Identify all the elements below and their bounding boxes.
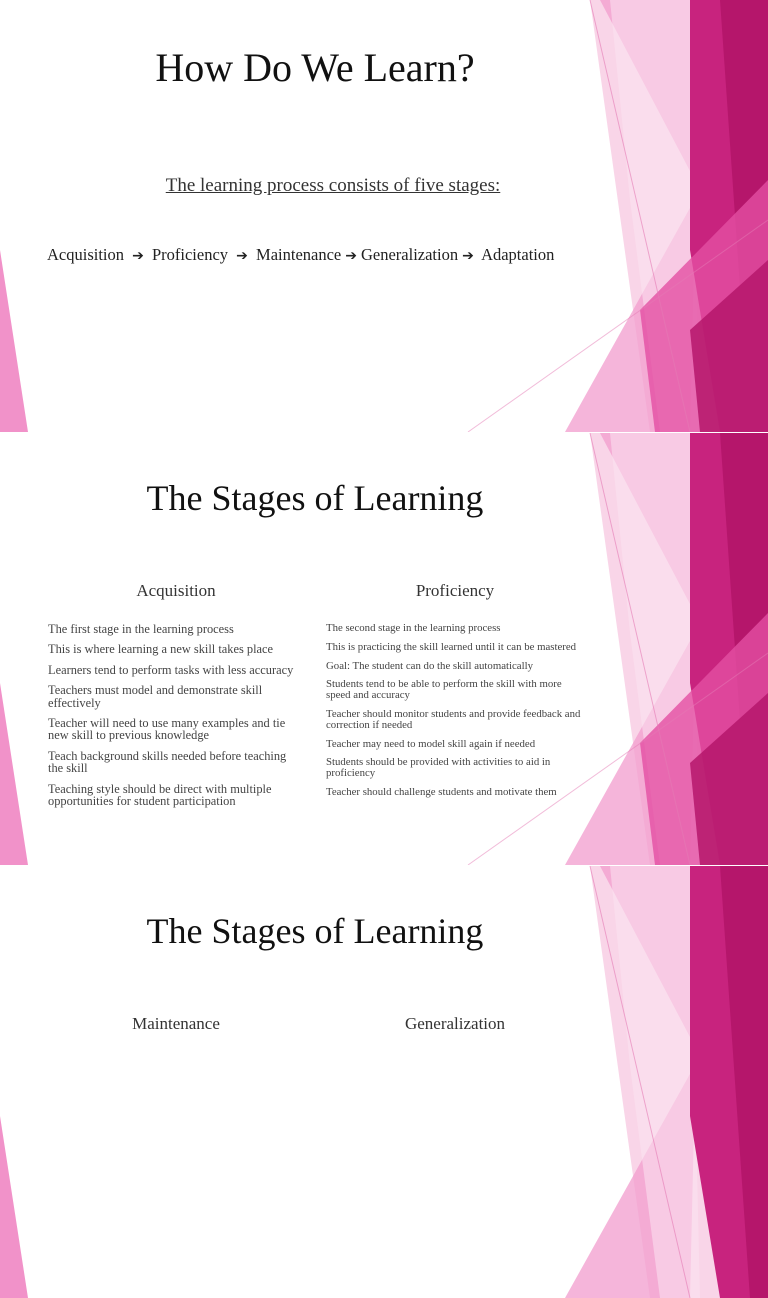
slide-title: The Stages of Learning — [146, 911, 484, 951]
list-item: Teaching style should be direct with multiple opportunities for student participation — [48, 781, 272, 809]
list-item: Students tend to be able to perform the skill with more speed and accuracy — [326, 678, 562, 702]
right-arrow-icon: ➔ — [345, 248, 357, 264]
list-item: The first stage in the learning process — [48, 622, 234, 636]
stage-generalization: Generalization — [360, 245, 459, 264]
stage-acquisition: Acquisition — [47, 245, 124, 264]
slide-subtitle: The learning process consists of five stages: — [165, 175, 501, 196]
list-item: Teacher should challenge students and motivate them — [326, 785, 557, 798]
list-item: Teachers must model and demonstrate skill effectively — [48, 683, 263, 710]
acquisition-column — [48, 581, 304, 815]
right-arrow-icon: ➔ — [236, 248, 248, 264]
bullet-list — [326, 623, 584, 798]
slide-title: How Do We Learn? — [155, 45, 475, 90]
slide-stages-of-learning-1 — [0, 433, 768, 865]
list-item: Teacher should monitor students and provide feedback and correction if needed — [326, 707, 581, 731]
list-item: Goal: The student can do the skill automatically — [326, 659, 533, 672]
stage-adaptation: Adaptation — [481, 245, 555, 264]
stage-maintenance: Maintenance — [256, 245, 342, 264]
slide-stages-of-learning-2 — [0, 866, 768, 1298]
list-item: Teach background skills needed before teaching the skill — [48, 748, 287, 776]
maintenance-column — [48, 1014, 304, 1034]
list-item: Students should be provided with activities to aid in proficiency — [326, 756, 551, 780]
column-heading: Maintenance — [132, 1014, 220, 1033]
bullet-list — [48, 623, 304, 807]
proficiency-column — [326, 581, 584, 806]
column-heading: Generalization — [404, 1014, 506, 1033]
list-item: Teacher will need to use many examples and tie new skill to previous knowledge — [48, 716, 286, 743]
list-item: Teacher may need to model skill again if needed — [326, 737, 536, 750]
stage-proficiency: Proficiency — [151, 245, 229, 264]
column-heading: Proficiency — [415, 581, 495, 600]
list-item: This is practicing the skill learned until it can be mastered — [326, 640, 577, 653]
slide-how-do-we-learn — [0, 0, 768, 432]
list-item: The second stage in the learning process — [326, 622, 501, 634]
right-arrow-icon: ➔ — [132, 248, 144, 264]
list-item: This is where learning a new skill takes place — [48, 642, 274, 657]
stages-sequence — [47, 245, 647, 265]
right-arrow-icon: ➔ — [462, 248, 474, 264]
column-heading: Acquisition — [136, 581, 216, 600]
generalization-column — [326, 1014, 584, 1034]
list-item: Learners tend to perform tasks with less accuracy — [48, 662, 294, 677]
slide-title: The Stages of Learning — [146, 478, 484, 518]
